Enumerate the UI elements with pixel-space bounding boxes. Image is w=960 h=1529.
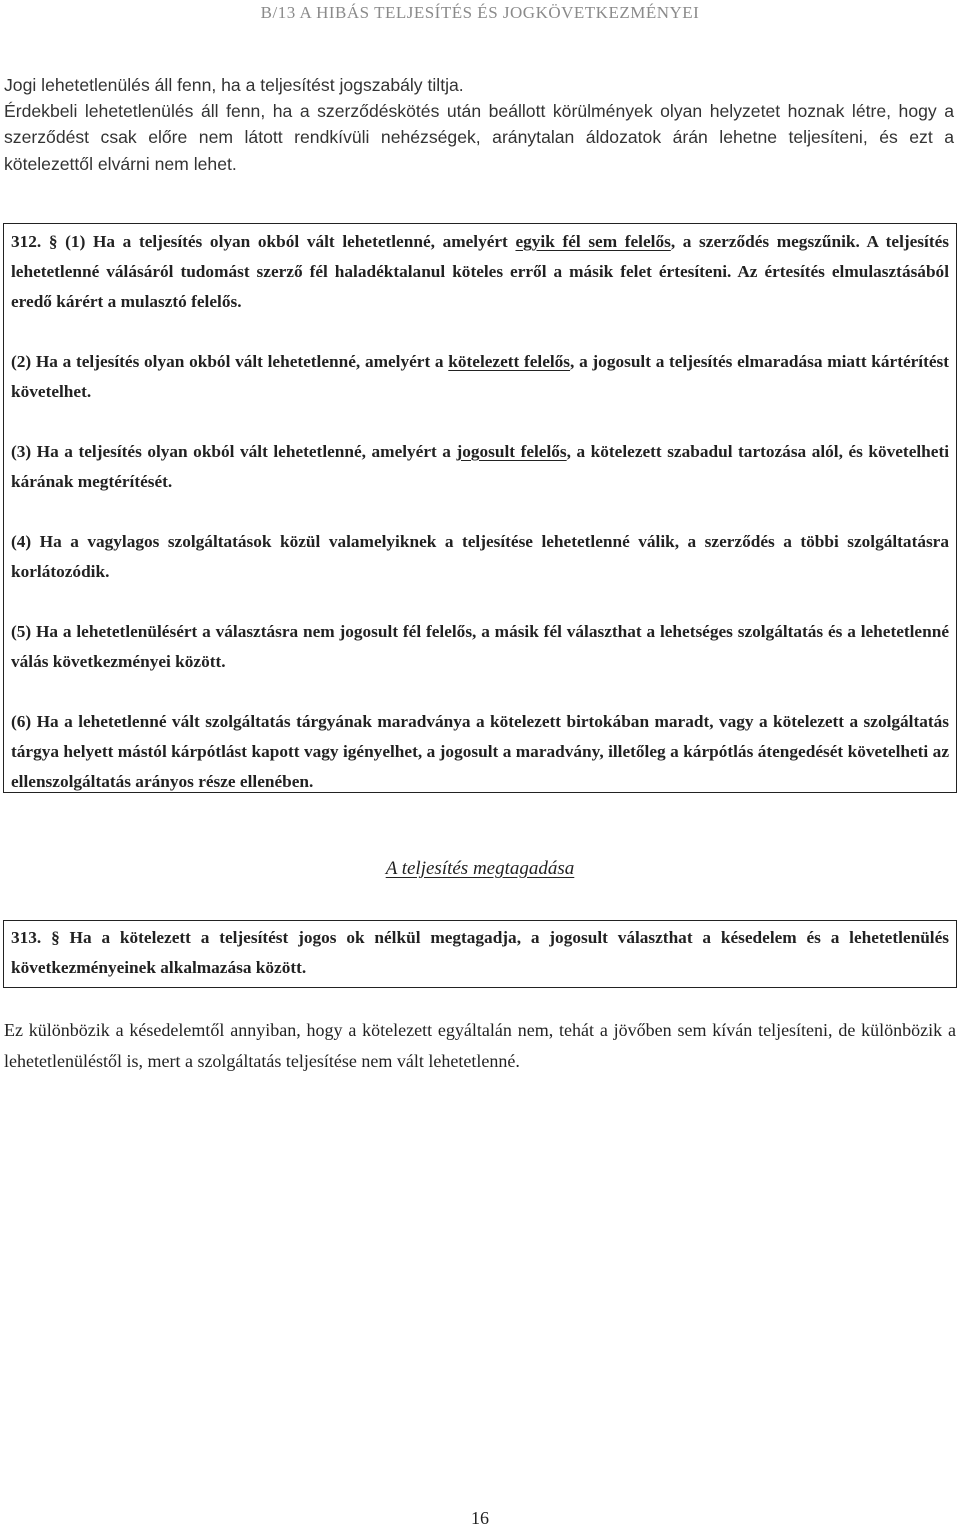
intro-paragraph-jogi: Jogi lehetetlenülés áll fenn, ha a teljesítést jogszabály tiltja. [4, 75, 464, 95]
section-312-paragraph-2 [11, 347, 949, 407]
commentary-paragraph: Ez különbözik a késedelemtől annyiban, hogy a kötelezett egyáltalán nem, tehát a jövőben sem kíván teljesíteni, de különbözik a lehetetlenüléstől is, mert a szolgáltatás teljesítése nem vált lehetetlenné. [4, 1020, 956, 1071]
intro-paragraph-erdekbeli: Érdekbeli lehetetlenülés áll fenn, ha a szerződéskötés után beállott körülmények olyan helyzetet hoznak létre, hogy a szerződést csak előre nem látott rendkívüli nehézségek, aránytalan áldozatok árán lehetne teljesíteni, és ezt a kötelezettől elvárni nem lehet. [4, 101, 954, 174]
p2-underlined: kötelezett felelős [448, 352, 571, 371]
section-312-paragraph-6: (6) Ha a lehetetlenné vált szolgáltatás tárgyának maradványa a kötelezett birtokában maradt, vagy a kötelezett a szolgáltatás tárgya helyett mástól kárpótlást kapott vagy igényelhet, a jogosult a maradvány, illetőleg a kárpótlás átengedését követelheti az ellenszolgáltatás arányos része ellenében. [11, 712, 949, 791]
page-number: 16 [471, 1508, 489, 1528]
p3-text-a: (3) Ha a teljesítés olyan okból vált lehetetlenné, amelyért a [11, 442, 451, 461]
running-header [0, 0, 960, 30]
section-313-box [3, 920, 957, 988]
p1-text-b: , a szerződés megszűnik. A teljesítés lehetetlenné válásáról tudomást szerző fél haladéktalanul köteles erről a másik felet értesíteni. Az értesítés elmulasztásából eredő kárért a mulasztó felelős. [11, 232, 949, 311]
commentary-text [4, 1015, 956, 1077]
section-symbol: § [48, 232, 58, 251]
section-312-paragraph-3 [11, 437, 949, 497]
p3-underlined: jogosult felelős [456, 442, 567, 461]
section-number: 312. [11, 232, 42, 251]
header-title: B/13 A HIBÁS TELJESÍTÉS ÉS JOGKÖVETKEZMÉNYEI [260, 3, 700, 22]
p2-text-b: , a jogosult a teljesítés elmaradása miatt kártérítést követelhet. [11, 352, 950, 401]
section-heading-text: A teljesítés megtagadása [385, 858, 575, 879]
section-heading [0, 858, 960, 880]
intro-text [4, 72, 954, 177]
section-number: 313. [11, 928, 42, 947]
section-312-box [3, 223, 957, 793]
section-313-paragraph [11, 923, 949, 983]
p2-text-a: (2) Ha a teljesítés olyan okból vált lehetetlenné, amelyért a [11, 352, 444, 371]
section-312-paragraph-4: (4) Ha a vagylagos szolgáltatások közül valamelyiknek a teljesítése lehetetlenné válik, a szerződés a többi szolgáltatásra korlátozódik. [11, 532, 949, 581]
p1-underlined: egyik fél sem felelős [515, 232, 671, 251]
p3-text-b: , a kötelezett szabadul tartozása alól, és követelheti kárának megtérítését. [11, 442, 949, 491]
p1-text-a: (1) Ha a teljesítés olyan okból vált lehetetlenné, amelyért [65, 232, 508, 251]
section-313-text: Ha a kötelezett a teljesítést jogos ok nélkül megtagadja, a jogosult választhat a késedelem és a lehetetlenülés következményeinek alkalmazása között. [11, 928, 949, 977]
section-312-paragraph-1 [11, 227, 949, 317]
section-312-paragraph-5: (5) Ha a lehetetlenülésért a választásra nem jogosult fél felelős, a másik fél választhat a lehetséges szolgáltatás és a lehetetlenné válás következményei között. [11, 622, 949, 671]
section-symbol: § [51, 928, 60, 947]
